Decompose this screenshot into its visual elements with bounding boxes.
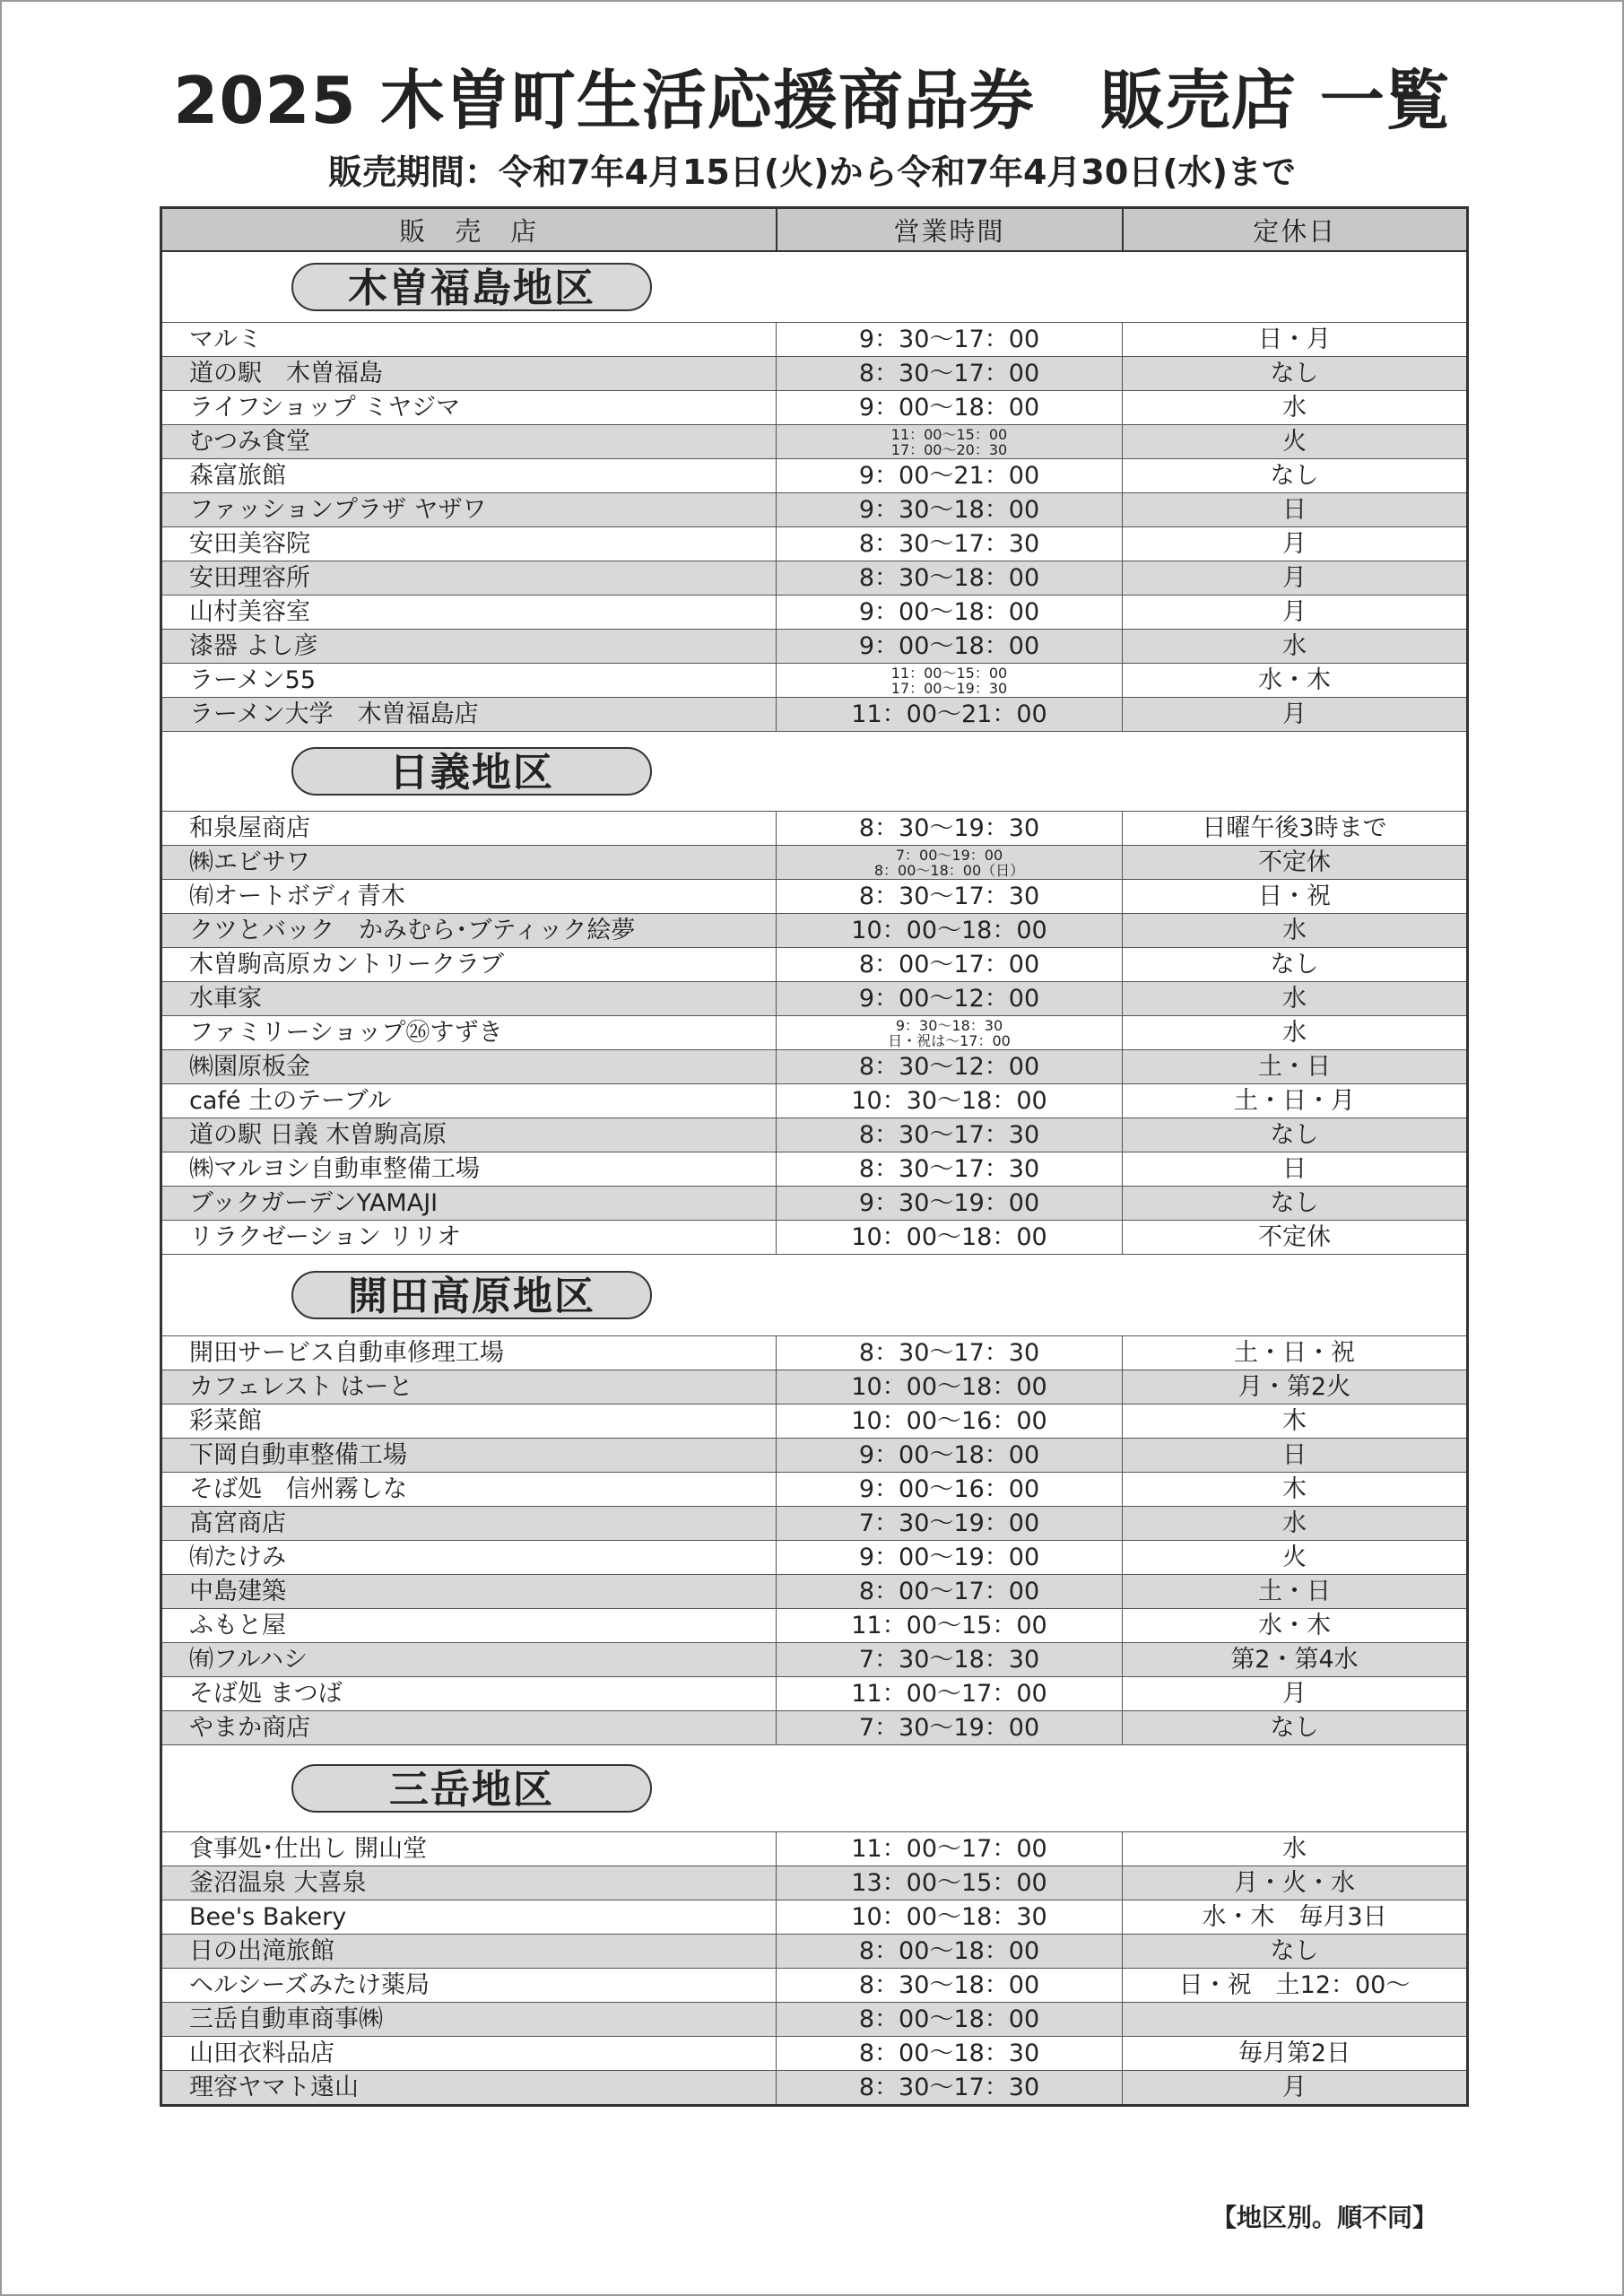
business-hours xyxy=(777,880,1123,914)
hours-line: 8：30〜17：30 xyxy=(858,883,1040,910)
closed-days: なし xyxy=(1123,459,1468,493)
shop-name: 和泉屋商店 xyxy=(161,812,777,846)
table-row xyxy=(161,459,1468,493)
hours-line: 8：30〜18：00 xyxy=(858,1971,1040,1999)
business-hours xyxy=(777,664,1123,698)
closed-days: 月・火・水 xyxy=(1123,1866,1468,1900)
shop-name: 彩菜館 xyxy=(161,1405,777,1439)
closed-days: 月 xyxy=(1123,1677,1468,1711)
shop-name: 安田理容所 xyxy=(161,561,777,596)
shop-name: 道の駅 木曽福島 xyxy=(161,357,777,391)
hours-line: 9：00〜18：00 xyxy=(858,598,1040,626)
hours-line: 7：30〜19：00 xyxy=(858,1714,1040,1742)
header-hours: 営業時間 xyxy=(777,208,1123,252)
business-hours xyxy=(777,1405,1123,1439)
table-row xyxy=(161,1609,1468,1643)
hours-line: 8：00〜18：30 xyxy=(858,2039,1040,2067)
business-hours xyxy=(777,357,1123,391)
closed-days: 水・木 xyxy=(1123,664,1468,698)
shop-name: クツとバック かみむら･ブティック絵夢 xyxy=(161,914,777,948)
shop-name: 中島建築 xyxy=(161,1575,777,1609)
table-row xyxy=(161,1221,1468,1255)
table-row xyxy=(161,812,1468,846)
business-hours xyxy=(777,1900,1123,1935)
table-row xyxy=(161,1900,1468,1935)
closed-days xyxy=(1123,2003,1468,2037)
business-hours xyxy=(777,1711,1123,1745)
shop-name: 木曽駒高原カントリークラブ xyxy=(161,948,777,982)
closed-days: 日・月 xyxy=(1123,323,1468,357)
shop-name: ラーメン55 xyxy=(161,664,777,698)
shop-name: ㈱エビサワ xyxy=(161,846,777,880)
table-row xyxy=(161,1370,1468,1405)
closed-days: 水 xyxy=(1123,1832,1468,1866)
table-row xyxy=(161,1507,1468,1541)
business-hours xyxy=(777,1221,1123,1255)
closed-days: 木 xyxy=(1123,1405,1468,1439)
closed-days: なし xyxy=(1123,1187,1468,1221)
closed-days: 日・祝 xyxy=(1123,880,1468,914)
closed-days: 水 xyxy=(1123,914,1468,948)
hours-line: 11：00〜17：00 xyxy=(851,1680,1047,1708)
hours-line: 9：00〜16：00 xyxy=(858,1475,1040,1503)
hours-line: 9：00〜19：00 xyxy=(858,1544,1040,1571)
hours-line: 9：30〜19：00 xyxy=(858,1189,1040,1217)
hours-line: 8：30〜17：30 xyxy=(858,530,1040,558)
business-hours xyxy=(777,493,1123,527)
closed-days: 月 xyxy=(1123,561,1468,596)
hours-line: 8：00〜17：00 xyxy=(858,951,1040,978)
business-hours xyxy=(777,1935,1123,1969)
hours-line: 11：00〜15：00 xyxy=(890,425,1008,443)
closed-days: 水 xyxy=(1123,1016,1468,1050)
hours-line: 8：00〜18：00（日） xyxy=(873,861,1025,879)
shop-name: 漆器 よし彦 xyxy=(161,630,777,664)
closed-days: 月 xyxy=(1123,698,1468,732)
hours-line: 9：00〜18：00 xyxy=(858,1441,1040,1469)
hours-line: 11：00〜15：00 xyxy=(851,1612,1047,1639)
table-row xyxy=(161,596,1468,630)
hours-line: 10：00〜18：00 xyxy=(851,1373,1047,1401)
business-hours xyxy=(777,948,1123,982)
hours-line: 8：30〜17：30 xyxy=(858,1121,1040,1149)
shop-name: ㈱マルヨシ自動車整備工場 xyxy=(161,1152,777,1187)
business-hours xyxy=(777,1643,1123,1677)
shop-name: 髙宮商店 xyxy=(161,1507,777,1541)
hours-line: 9：00〜18：00 xyxy=(858,632,1040,660)
table-header-row xyxy=(161,208,1468,252)
table-row xyxy=(161,2037,1468,2071)
business-hours xyxy=(777,459,1123,493)
table-row xyxy=(161,527,1468,561)
shop-name: ラーメン大学 木曽福島店 xyxy=(161,698,777,732)
hours-line: 7：30〜18：30 xyxy=(858,1646,1040,1674)
shop-name: カフェレスト はーと xyxy=(161,1370,777,1405)
table-row xyxy=(161,2003,1468,2037)
business-hours xyxy=(777,561,1123,596)
footnote: 【地区別。順不同】 xyxy=(1211,2203,1437,2232)
district-label: 日義地区 xyxy=(291,747,652,796)
hours-line: 8：00〜18：00 xyxy=(858,1937,1040,1965)
closed-days: 月 xyxy=(1123,596,1468,630)
business-hours xyxy=(777,1832,1123,1866)
district-label: 開田高原地区 xyxy=(291,1271,652,1319)
shop-name: 山村美容室 xyxy=(161,596,777,630)
hours-line: 9：30〜18：00 xyxy=(858,496,1040,524)
hours-line: 10：30〜18：00 xyxy=(851,1087,1047,1115)
district-header-row xyxy=(161,1745,1468,1832)
table-row xyxy=(161,846,1468,880)
table-row xyxy=(161,698,1468,732)
table-row xyxy=(161,1152,1468,1187)
table-row xyxy=(161,1405,1468,1439)
closed-days: 毎月第2日 xyxy=(1123,2037,1468,2071)
hours-line: 8：30〜17：30 xyxy=(858,1155,1040,1183)
hours-line: 8：30〜17：00 xyxy=(858,360,1040,387)
table-row xyxy=(161,1677,1468,1711)
hours-line: 13：00〜15：00 xyxy=(851,1869,1047,1897)
table-row xyxy=(161,323,1468,357)
business-hours xyxy=(777,1439,1123,1473)
table-row xyxy=(161,391,1468,425)
closed-days: 不定休 xyxy=(1123,1221,1468,1255)
closed-days: なし xyxy=(1123,948,1468,982)
header-closed-days: 定休日 xyxy=(1123,208,1468,252)
business-hours xyxy=(777,1152,1123,1187)
closed-days: 月 xyxy=(1123,527,1468,561)
shop-name: 食事処･仕出し 開山堂 xyxy=(161,1832,777,1866)
hours-line: 9：00〜21：00 xyxy=(858,462,1040,490)
hours-line: 9：30〜17：00 xyxy=(858,326,1040,353)
closed-days: 月・第2火 xyxy=(1123,1370,1468,1405)
shop-name: ファミリーショップ㉖すずき xyxy=(161,1016,777,1050)
shop-name: やまか商店 xyxy=(161,1711,777,1745)
shop-name: 開田サービス自動車修理工場 xyxy=(161,1336,777,1370)
table-row xyxy=(161,1575,1468,1609)
shop-name: ㈲オートボディ青木 xyxy=(161,880,777,914)
shop-name: ブックガーデンYAMAJI xyxy=(161,1187,777,1221)
hours-line: 11：00〜17：00 xyxy=(851,1835,1047,1863)
business-hours xyxy=(777,1609,1123,1643)
business-hours xyxy=(777,1473,1123,1507)
hours-line: 17：00〜19：30 xyxy=(890,679,1008,697)
sales-period-subtitle: 販売期間：令和7年4月15日(火)から令和7年4月30日(水)まで xyxy=(328,152,1296,192)
table-row xyxy=(161,1969,1468,2003)
district-header-row xyxy=(161,1255,1468,1336)
shop-name: リラクゼーション リリオ xyxy=(161,1221,777,1255)
table-row xyxy=(161,425,1468,459)
shop-name: ファッションプラザ ヤザワ xyxy=(161,493,777,527)
business-hours xyxy=(777,1050,1123,1084)
shop-name: ㈱園原板金 xyxy=(161,1050,777,1084)
shop-name: 理容ヤマト遠山 xyxy=(161,2071,777,2106)
business-hours xyxy=(777,1677,1123,1711)
table-row xyxy=(161,1935,1468,1969)
shop-name: 山田衣料品店 xyxy=(161,2037,777,2071)
hours-line: 10：00〜18：00 xyxy=(851,1223,1047,1251)
table-row xyxy=(161,1832,1468,1866)
table-row xyxy=(161,357,1468,391)
closed-days: 水 xyxy=(1123,391,1468,425)
business-hours xyxy=(777,1575,1123,1609)
closed-days: なし xyxy=(1123,1935,1468,1969)
business-hours xyxy=(777,596,1123,630)
table-row xyxy=(161,2071,1468,2106)
shop-name: 道の駅 日義 木曽駒高原 xyxy=(161,1118,777,1152)
hours-line: 7：00〜19：00 xyxy=(895,846,1003,864)
hours-line: 10：00〜18：30 xyxy=(851,1903,1047,1931)
table-row xyxy=(161,1473,1468,1507)
shop-name: café 土のテーブル xyxy=(161,1084,777,1118)
hours-line: 8：00〜18：00 xyxy=(858,2005,1040,2033)
table-row xyxy=(161,493,1468,527)
business-hours xyxy=(777,391,1123,425)
closed-days: 日曜午後3時まで xyxy=(1123,812,1468,846)
business-hours xyxy=(777,1370,1123,1405)
hours-line: 9：00〜18：00 xyxy=(858,394,1040,422)
closed-days: 木 xyxy=(1123,1473,1468,1507)
table-row xyxy=(161,664,1468,698)
business-hours xyxy=(777,1118,1123,1152)
business-hours xyxy=(777,1187,1123,1221)
shop-name: 釜沼温泉 大喜泉 xyxy=(161,1866,777,1900)
table-row xyxy=(161,1016,1468,1050)
closed-days: 第2・第4水 xyxy=(1123,1643,1468,1677)
business-hours xyxy=(777,1866,1123,1900)
shop-table-body xyxy=(161,251,1468,2106)
business-hours xyxy=(777,1084,1123,1118)
header-shop: 販 売 店 xyxy=(161,208,777,252)
hours-line: 10：00〜18：00 xyxy=(851,917,1047,944)
business-hours xyxy=(777,846,1123,880)
table-row xyxy=(161,1336,1468,1370)
business-hours xyxy=(777,323,1123,357)
business-hours xyxy=(777,812,1123,846)
page-title: 2025 木曽町生活応援商品券 販売店 一覧 xyxy=(173,63,1451,138)
closed-days: 火 xyxy=(1123,425,1468,459)
district-label: 木曽福島地区 xyxy=(291,263,652,311)
closed-days: 水 xyxy=(1123,982,1468,1016)
shop-name: ライフショップ ミヤジマ xyxy=(161,391,777,425)
closed-days: 不定休 xyxy=(1123,846,1468,880)
closed-days: 土・日・月 xyxy=(1123,1084,1468,1118)
shop-name: Bee's Bakery xyxy=(161,1900,777,1935)
hours-line: 8：30〜17：30 xyxy=(858,2074,1040,2101)
table-row xyxy=(161,1187,1468,1221)
shop-name: ㈲たけみ xyxy=(161,1541,777,1575)
shop-name: ふもと屋 xyxy=(161,1609,777,1643)
closed-days: 月 xyxy=(1123,2071,1468,2106)
table-row xyxy=(161,1643,1468,1677)
closed-days: なし xyxy=(1123,357,1468,391)
shop-name: むつみ食堂 xyxy=(161,425,777,459)
hours-line: 10：00〜16：00 xyxy=(851,1407,1047,1435)
closed-days: 日 xyxy=(1123,1439,1468,1473)
table-row xyxy=(161,1439,1468,1473)
district-header-row xyxy=(161,732,1468,812)
closed-days: 水 xyxy=(1123,1507,1468,1541)
business-hours xyxy=(777,2037,1123,2071)
shop-name: ヘルシーズみたけ薬局 xyxy=(161,1969,777,2003)
closed-days: なし xyxy=(1123,1118,1468,1152)
hours-line: 11：00〜21：00 xyxy=(851,700,1047,728)
hours-line: 9：30〜18：30 xyxy=(895,1016,1003,1034)
business-hours xyxy=(777,914,1123,948)
business-hours xyxy=(777,1336,1123,1370)
closed-days: 土・日 xyxy=(1123,1575,1468,1609)
business-hours xyxy=(777,630,1123,664)
shop-name: 安田美容院 xyxy=(161,527,777,561)
closed-days: 水・木 xyxy=(1123,1609,1468,1643)
shop-name: 日の出滝旅館 xyxy=(161,1935,777,1969)
district-label: 三岳地区 xyxy=(291,1764,652,1813)
shop-list-table xyxy=(160,206,1469,2107)
shop-name: そば処 信州霧しな xyxy=(161,1473,777,1507)
hours-line: 8：30〜19：30 xyxy=(858,814,1040,842)
hours-line: 8：00〜17：00 xyxy=(858,1578,1040,1605)
closed-days: 火 xyxy=(1123,1541,1468,1575)
table-row xyxy=(161,1084,1468,1118)
hours-line: 11：00〜15：00 xyxy=(890,664,1008,682)
business-hours xyxy=(777,425,1123,459)
closed-days: 日 xyxy=(1123,1152,1468,1187)
table-row xyxy=(161,880,1468,914)
business-hours xyxy=(777,1541,1123,1575)
hours-line: 8：30〜18：00 xyxy=(858,564,1040,592)
hours-line: 日・祝は〜17：00 xyxy=(888,1031,1011,1049)
shop-name: 水車家 xyxy=(161,982,777,1016)
table-row xyxy=(161,1866,1468,1900)
business-hours xyxy=(777,1969,1123,2003)
table-row xyxy=(161,1050,1468,1084)
district-header-row xyxy=(161,251,1468,323)
shop-name: 三岳自動車商事㈱ xyxy=(161,2003,777,2037)
shop-name: マルミ xyxy=(161,323,777,357)
table-row xyxy=(161,1711,1468,1745)
business-hours xyxy=(777,1507,1123,1541)
business-hours xyxy=(777,2003,1123,2037)
business-hours xyxy=(777,1016,1123,1050)
hours-line: 17：00〜20：30 xyxy=(890,440,1008,458)
closed-days: 土・日 xyxy=(1123,1050,1468,1084)
table-row xyxy=(161,948,1468,982)
business-hours xyxy=(777,2071,1123,2106)
closed-days: 日 xyxy=(1123,493,1468,527)
shop-name: 下岡自動車整備工場 xyxy=(161,1439,777,1473)
closed-days: 水 xyxy=(1123,630,1468,664)
business-hours xyxy=(777,982,1123,1016)
closed-days: 土・日・祝 xyxy=(1123,1336,1468,1370)
hours-line: 9：00〜12：00 xyxy=(858,985,1040,1013)
closed-days: 水・木 毎月3日 xyxy=(1123,1900,1468,1935)
table-row xyxy=(161,1118,1468,1152)
closed-days: 日・祝 土12：00〜 xyxy=(1123,1969,1468,2003)
table-row xyxy=(161,630,1468,664)
hours-line: 8：30〜17：30 xyxy=(858,1339,1040,1367)
hours-line: 8：30〜12：00 xyxy=(858,1053,1040,1081)
table-row xyxy=(161,561,1468,596)
business-hours xyxy=(777,527,1123,561)
shop-name: そば処 まつば xyxy=(161,1677,777,1711)
table-row xyxy=(161,1541,1468,1575)
closed-days: なし xyxy=(1123,1711,1468,1745)
shop-name: 森富旅館 xyxy=(161,459,777,493)
shop-name: ㈲フルハシ xyxy=(161,1643,777,1677)
business-hours xyxy=(777,698,1123,732)
table-row xyxy=(161,914,1468,948)
table-row xyxy=(161,982,1468,1016)
hours-line: 7：30〜19：00 xyxy=(858,1509,1040,1537)
